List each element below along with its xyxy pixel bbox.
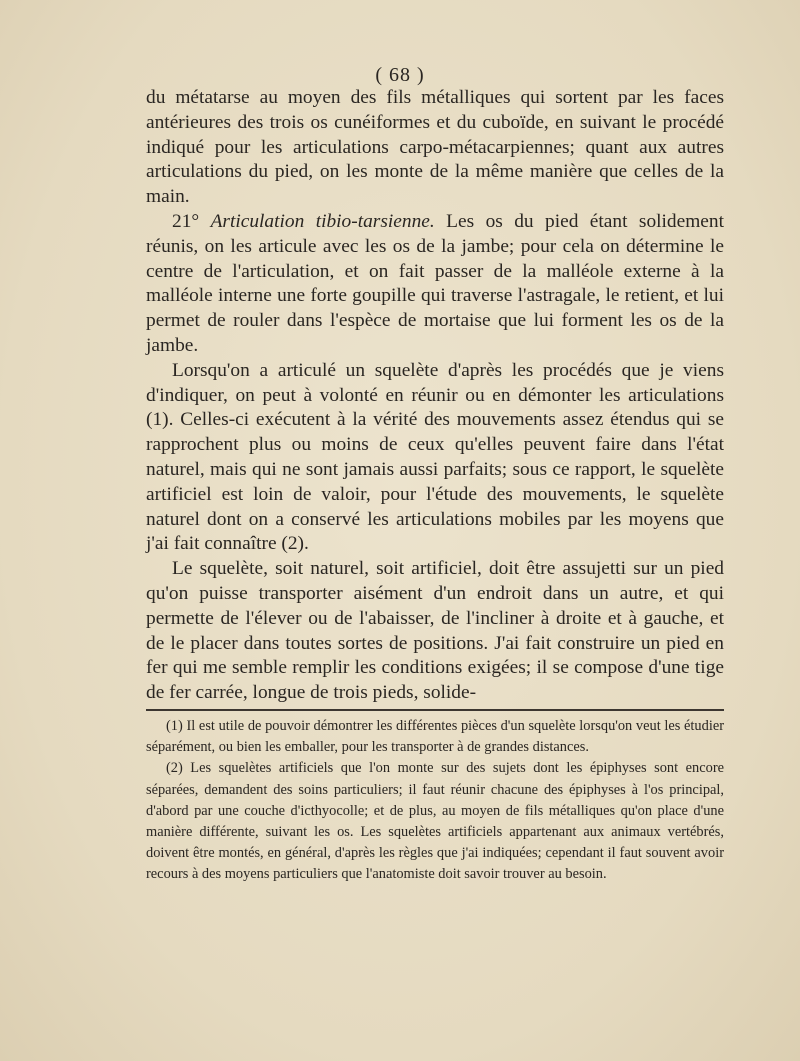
paragraph-articulation-tibio-tarsienne	[146, 210, 724, 359]
footnote-2: (2) Les squelètes artificiels que l'on monte sur des sujets dont les épiphyses sont encore séparées, demandent des soins particuliers; il faut réunir chacune des épiphyses à l'os principal, d'abord par une couche d'icthyocolle; et de plus, au moyen de fils métalliques qu'on place d'une manière différente, suivant les os. Les squelètes artificiels appartenant aux animaux vertébrés, doivent être montés, en général, d'après les règles que j'ai indiquées; cependant il faut souvent avoir recours à des moyens particuliers que l'anatomiste doit savoir trouver au besoin.	[146, 760, 724, 883]
section-text: Les os du pied étant solidement réunis, on les articule avec les os de la jambe; pour cela on détermine le centre de l'articulation, et on fait passer de la malléole externe à la malléole interne une forte goupille qui traverse l'astragale, le retient, et lui permet de rouler dans l'espèce de mortaise que lui forment les os de la jambe.	[146, 210, 724, 356]
footnote-rule	[146, 709, 724, 711]
paragraph-continuation: du métatarse au moyen des fils métalliques qui sortent par les faces antérieures des trois os cunéiformes et du cuboïde, en suivant le procédé indiqué pour les articulations carpo-métacarpiennes; quant aux autres articulations du pied, on les monte de la même manière que celles de la main.	[146, 87, 724, 208]
main-text	[146, 86, 724, 706]
footnotes	[146, 716, 724, 886]
section-title: Articulation tibio-tarsienne.	[210, 210, 435, 232]
section-number: 21°	[172, 210, 200, 232]
paragraph-articulations: Lorsqu'on a articulé un squelète d'après les procédés que je viens d'indiquer, on peut à volonté en réunir ou en démonter les articulations (1). Celles-ci exécutent à la vérité des mouvements assez étendus qui se rapprochent plus ou moins de ceux qu'elles peuvent faire dans l'état naturel, mais qui ne sont jamais aussi parfaits; sous ce rapport, le squelète artificiel est loin de valoir, pour l'étude des mouvements, le squelète naturel dont on a conservé les articulations mobiles par les moyens que j'ai fait connaître (2).	[146, 359, 724, 555]
footnote-1: (1) Il est utile de pouvoir démontrer les différentes pièces d'un squelète lorsqu'on veut les étudier séparément, ou bien les emballer, pour les transporter à de grandes distances.	[146, 718, 724, 756]
page-number: ( 68 )	[375, 64, 425, 86]
paragraph-squelete-support: Le squelète, soit naturel, soit artificiel, doit être assujetti sur un pied qu'on puisse transporter aisément d'un endroit dans un autre, et qui permette de l'élever ou de l'abaisser, de l'incliner à droite et à gauche, et de le placer dans toutes sortes de positions. J'ai fait construire un pied en fer qui me semble remplir les conditions exigées; il se compose d'une tige de fer carrée, longue de trois pieds, solide-	[146, 558, 724, 704]
